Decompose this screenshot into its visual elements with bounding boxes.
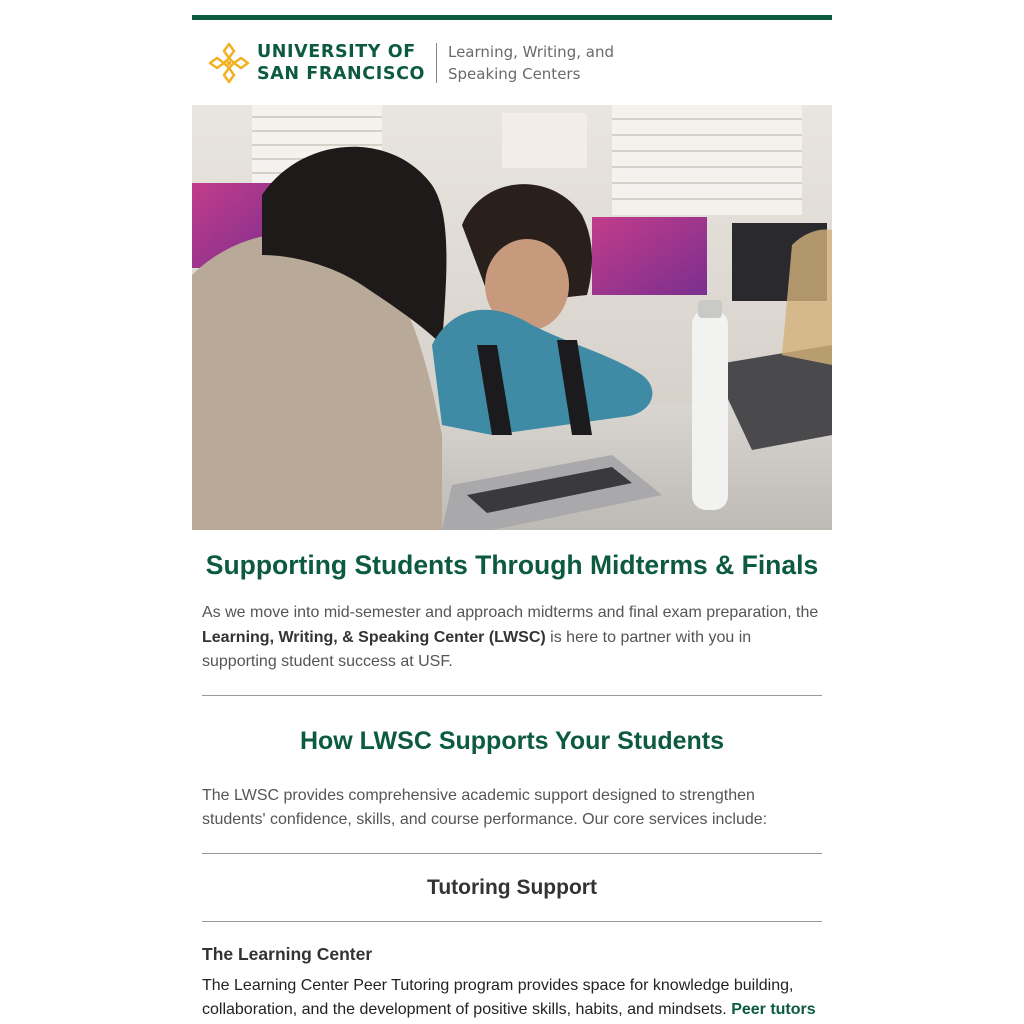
page-title: Supporting Students Through Midterms & Finals xyxy=(205,550,819,580)
learning-center-heading: The Learning Center xyxy=(202,943,373,964)
divider xyxy=(202,695,822,696)
intro-text-bold: Learning, Writing, & Speaking Center (LWSC) xyxy=(202,628,546,646)
supports-paragraph: The LWSC provides comprehensive academic support designed to strengthen students' confidence, skills, and course performance. Our core services include: xyxy=(202,786,768,828)
email-container xyxy=(192,15,832,1023)
intro-text-end: is here to partner with you in supporting student success at USF. xyxy=(202,628,752,670)
center-name xyxy=(448,41,614,85)
section-heading-supports: How LWSC Supports Your Students xyxy=(299,726,725,755)
usf-cross-logo-icon xyxy=(207,41,251,85)
learning-center-paragraph xyxy=(202,974,822,1023)
divider xyxy=(202,921,822,922)
center-name-line-2: Speaking Centers xyxy=(447,64,581,83)
section-heading-tutoring: Tutoring Support xyxy=(427,875,597,899)
intro-text-start: As we move into mid-semester and approach midterms and final exam preparation, the xyxy=(202,604,819,621)
logo-line-1: UNIVERSITY OF xyxy=(257,41,416,62)
divider xyxy=(202,853,822,854)
hero-image xyxy=(192,105,832,530)
center-name-line-1: Learning, Writing, and xyxy=(447,42,614,61)
email-content xyxy=(192,548,832,1023)
logo-divider xyxy=(436,43,437,83)
logo-line-2: SAN FRANCISCO xyxy=(257,63,425,84)
email-header xyxy=(192,20,832,105)
learning-center-text: The Learning Center Peer Tutoring program provides space for knowledge building, collaboration, and the development of positive skills, habits, and mindsets. xyxy=(202,976,794,1018)
intro-paragraph xyxy=(202,601,822,675)
peer-tutors-link[interactable]: Peer tutors xyxy=(731,1001,816,1018)
usf-wordmark xyxy=(257,41,425,85)
